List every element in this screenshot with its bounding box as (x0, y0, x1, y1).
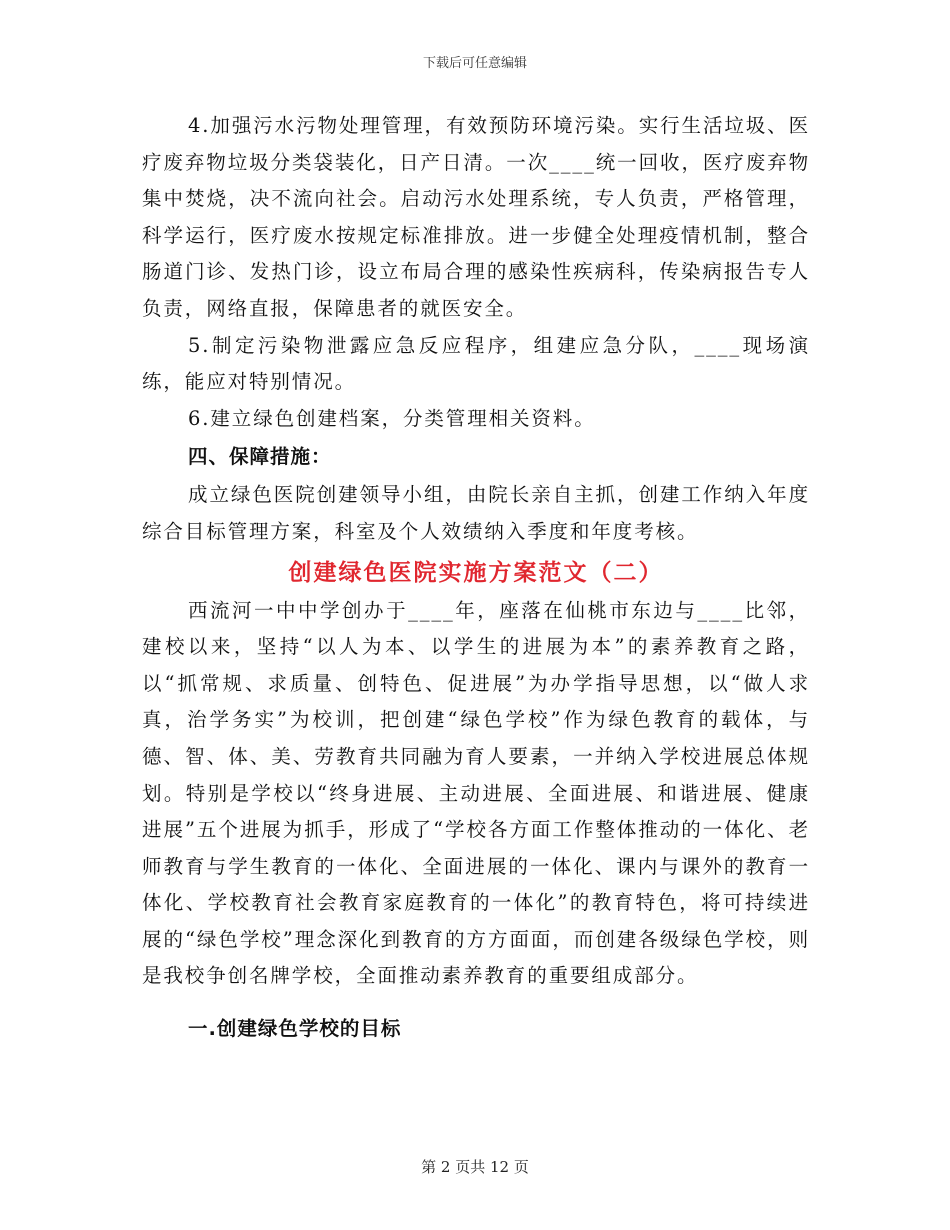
page-footer: 第 2 页共 12 页 (421, 1158, 529, 1176)
paragraph-safeguards: 成立绿色医院创建领导小组，由院长亲自主抓，创建工作纳入年度综合目标管理方案，科室及个人效绩纳入季度和年度考核。 (142, 483, 810, 543)
section-heading-safeguards: 四、保障措施： (188, 445, 332, 469)
section-heading-goals: 一.创建绿色学校的目标 (188, 1017, 402, 1041)
section-title-two: 创建绿色医院实施方案范文（二） (288, 559, 664, 586)
paragraph-school-intro: 西流河一中中学创办于____年，座落在仙桃市东边与____比邻，建校以来，坚持“以人为本、以学生的进展为本”的素养教育之路，以“抓常规、求质量、创特色、促进展”为办学指导思想，以“做人求真，治学务实”为校训，把创建“绿色学校”作为绿色教育的载体，与德、智、体、美、劳教育共同融为育人要素，一并纳入学校进展总体规划。特别是学校以“终身进展、主动进展、全面进展、和谐进展、健康进展”五个进展为抓手，形成了“学校各方面工作整体推动的一体化、老师教育与学生教育的一体化、全面进展的一体化、课内与课外的教育一体化、学校教育社会教育家庭教育的一体化”的教育特色，将可持续进展的“绿色学校”理念深化到教育的方方面面，而创建各级绿色学校，则是我校争创名牌学校，全面推动素养教育的重要组成部分。 (142, 598, 810, 988)
paragraph-item-6: 6.建立绿色创建档案，分类管理相关资料。 (188, 406, 596, 430)
document-body (142, 108, 810, 1049)
page-header: 下载后可任意编辑 (422, 56, 527, 71)
paragraph-item-5: 5.制定污染物泄露应急反应程序，组建应急分队，____现场演练，能应对特别情况。 (142, 333, 810, 394)
paragraph-item-4: 4.加强污水污物处理管理，有效预防环境污染。实行生活垃圾、医疗废弃物垃圾分类袋装化，日产日清。一次____统一回收，医疗废弃物集中焚烧，决不流向社会。启动污水处理系统，专人负责，严格管理，科学运行，医疗废水按规定标准排放。进一步健全处理疫情机制，整合肠道门诊、发热门诊，设立布局合理的感染性疾病科，传染病报告专人负责，网络直报，保障患者的就医安全。 (142, 114, 810, 320)
